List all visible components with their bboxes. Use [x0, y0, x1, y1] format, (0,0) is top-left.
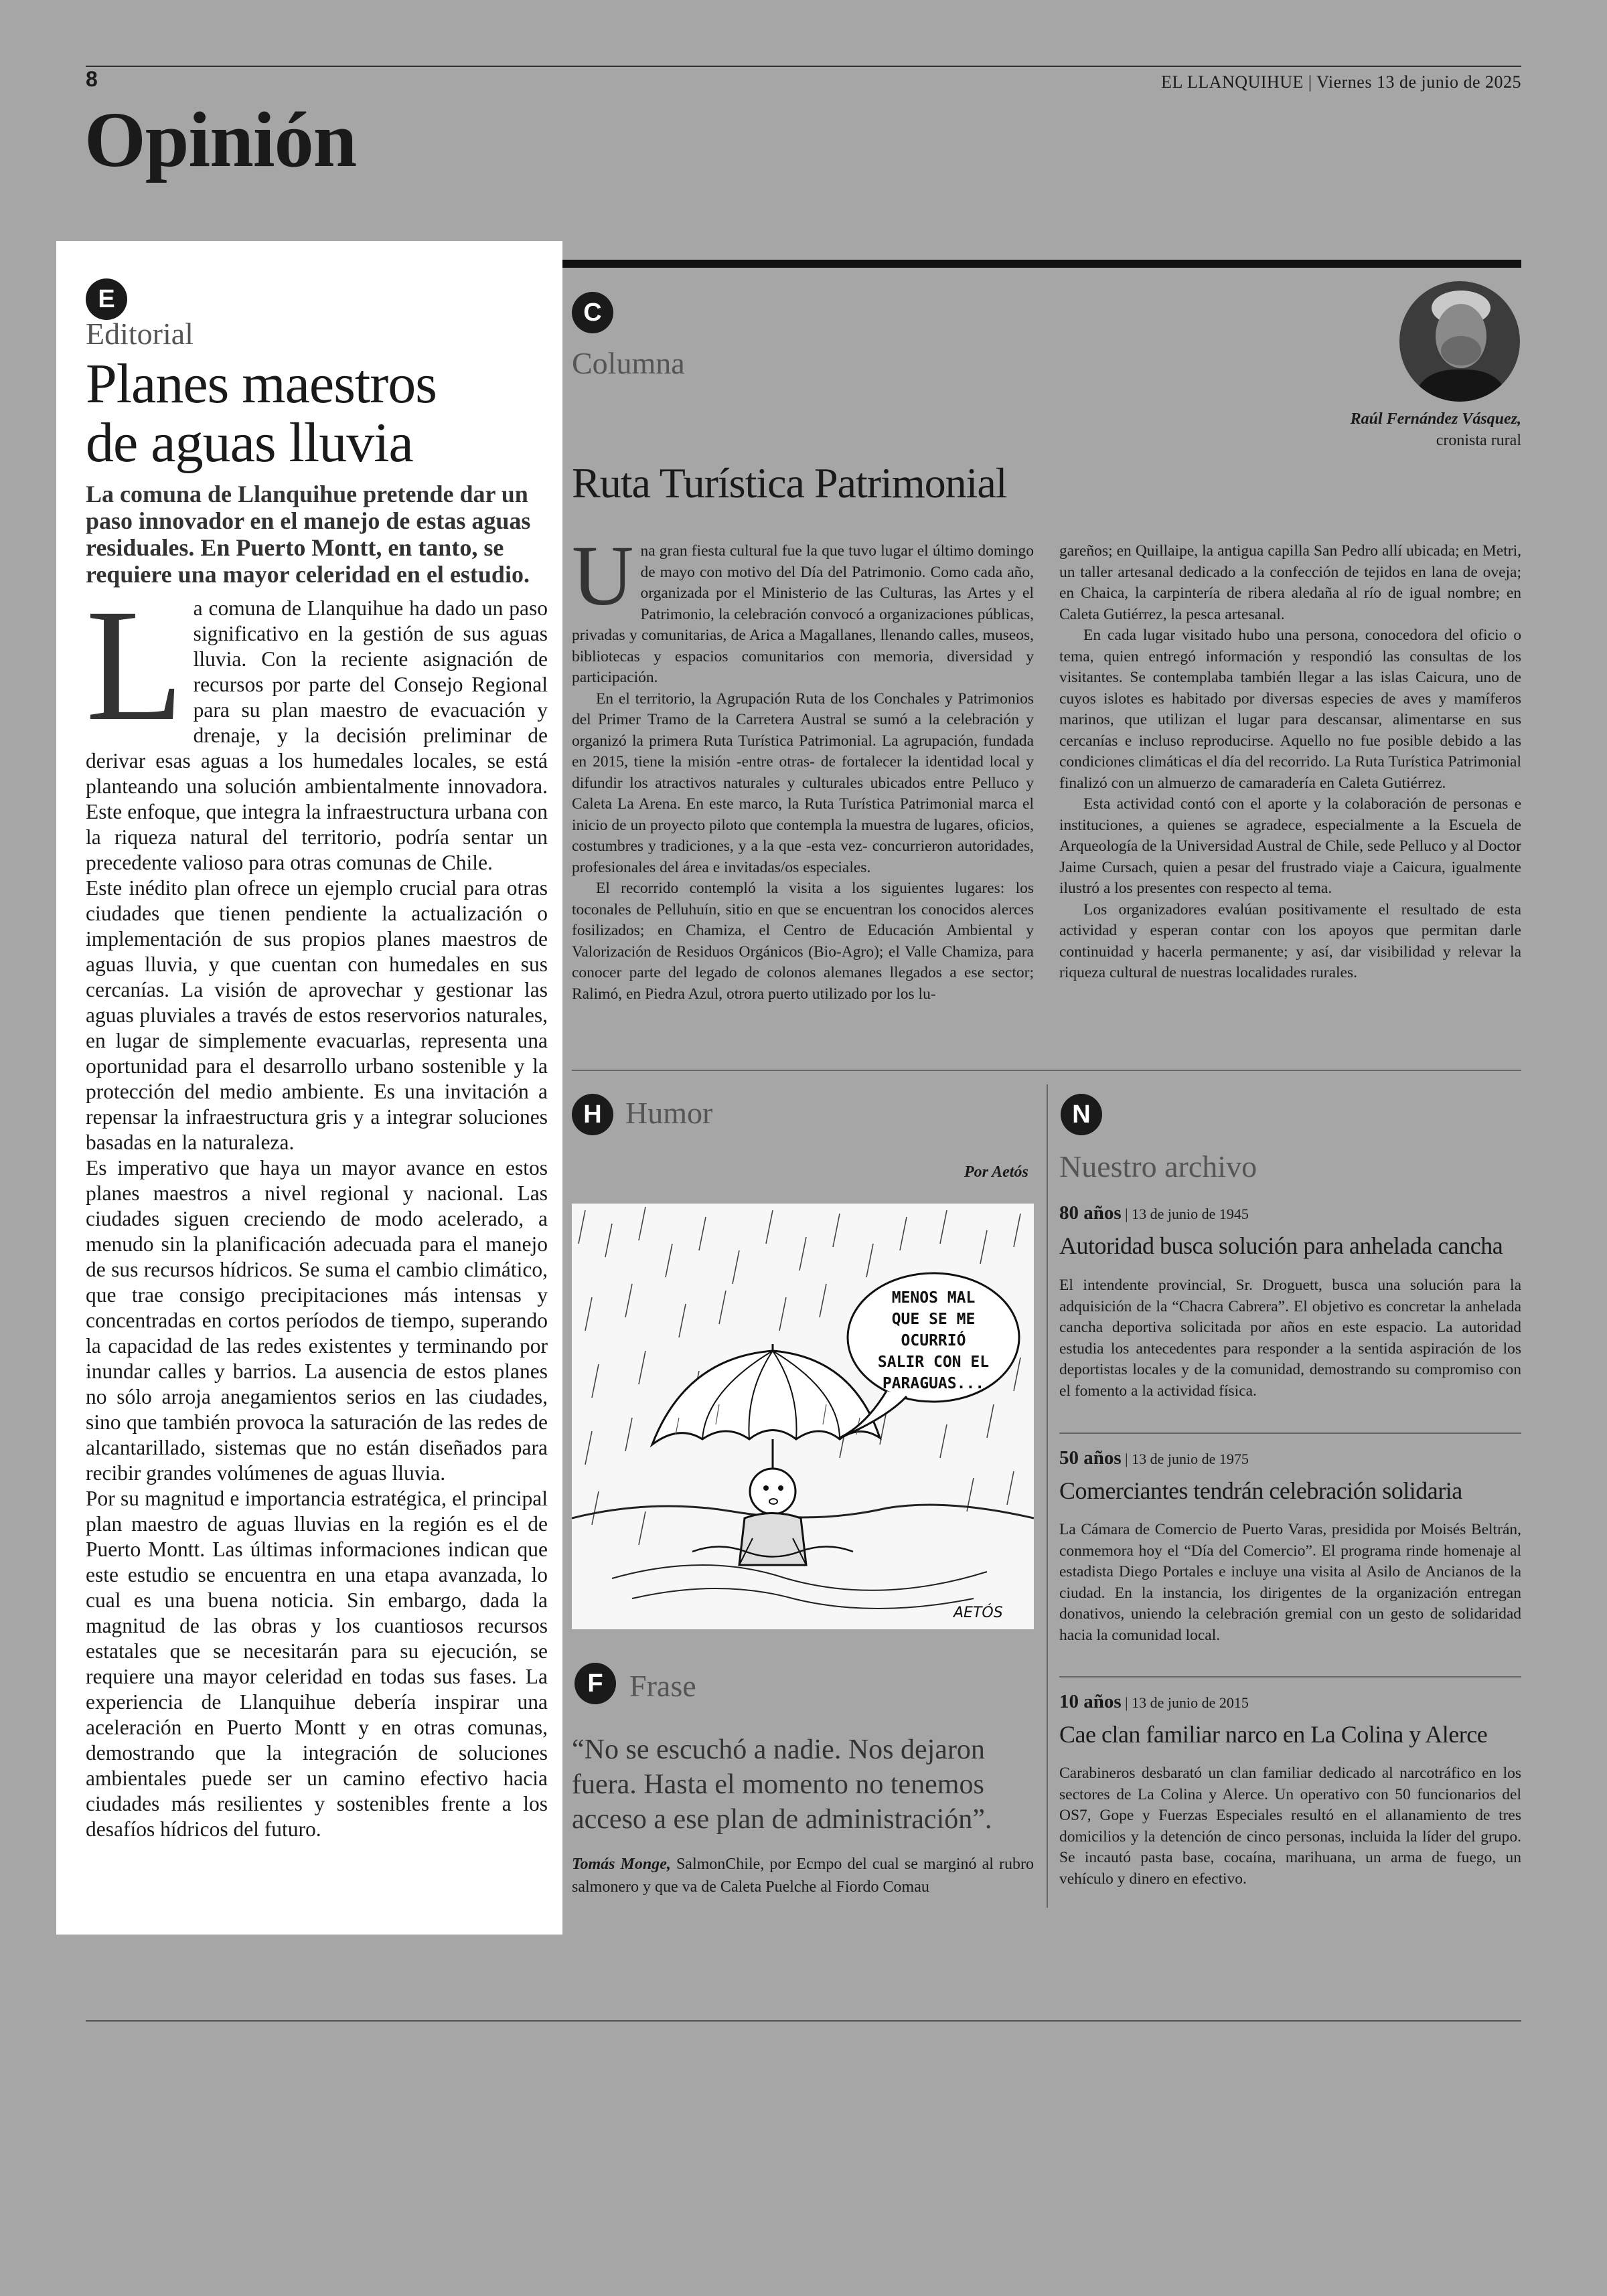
masthead: EL LLANQUIHUE | Viernes 13 de junio de 2025 [1161, 72, 1521, 92]
editorial-lead: La comuna de Llanquihue pretende dar un paso innovador en el manejo de estas aguas residuales. En Puerto Montt, en tanto, se requiere una mayor celeridad en el estudio. [86, 481, 531, 588]
editorial-dropcap: L [86, 576, 184, 754]
editorial-body [86, 576, 548, 1842]
column-dropcap: U [572, 528, 634, 623]
archive-item-3-years: 10 años [1059, 1691, 1122, 1712]
bubble-line-3: OCURRIÓ [901, 1332, 966, 1349]
column-title: Ruta Turística Patrimonial [572, 459, 1007, 507]
archive-item-1-date: | 13 de junio de 1945 [1121, 1206, 1249, 1222]
section-heavy-rule [562, 260, 1521, 268]
author-photo [1399, 281, 1520, 402]
column-paragraph-6: Esta actividad contó con el aporte y la colaboración de personas e instituciones, a quienes se agradece, especialmente a la Escuela de Arqueología de la Universidad Austral de Chile, sede Pelluco y al Doctor Jaime Cursach, quien a pesar del frustrado viaje a Caicura, igualmente ilustró a los presentes con respecto al tema. [1059, 795, 1521, 897]
frase-quote: “No se escuchó a nadie. Nos dejaron fuera. Hasta el momento no tenemos acceso a ese plan de administración”. [572, 1734, 992, 1835]
archive-item-1-years: 80 años [1059, 1202, 1122, 1224]
archive-item-2-years: 50 años [1059, 1447, 1122, 1469]
cartoon-signature: AETÓS [953, 1605, 1003, 1621]
bubble-line-2: QUE SE ME [891, 1311, 976, 1328]
archive-item-1-body: El intendente provincial, Sr. Droguett, busca una solución para la adquisición de la “Chacra Cabrera”. El objetivo es concretar la anhelada cancha deportiva solicitada por años en este espacio. La autoridad estudia los antecedentes para responder a la sentida aspiración de los deportistas locales y de la comunidad, demostrando su compromiso con el fomento a la actividad física. [1059, 1277, 1521, 1400]
editorial-paragraph-2: Este inédito plan ofrece un ejemplo crucial para otras ciudades que tienen pendiente la actualización o implementación de sus propios planes maestros de aguas lluvia, y que cuentan con humedales en sus cercanías. La visión de aprovechar y gestionar las aguas pluviales a través de estos reservorios naturales, en lugar de simplemente evacuarlas, representa una oportunidad para el desarrollo urbano sostenible y la protección del medio ambiente. Es una invitación a repensar la infraestructura gris y a integrar soluciones basadas en la naturaleza. [86, 876, 548, 1154]
humor-byline: Por Aetós [964, 1163, 1028, 1181]
archive-item-2-year [1059, 1447, 1249, 1469]
column-text-col2 [1059, 541, 1521, 984]
archive-item-3-body: Carabineros desbarató un clan familiar dedicado al narcotráfico en los sectores de La Colina y Alerce. Un operativo con 50 funcionarios del OS7, Gope y Fuerzas Especiales resultó en el allanamiento de tres domicilios y la detención de cinco personas, incluida la líder del grupo. Se incautó pasta base, cocaína, marihuana, un arma de fuego, un vehículo y dinero en efectivo. [1059, 1765, 1521, 1888]
bubble-line-5: PARAGUAS... [882, 1375, 985, 1392]
bottom-rule [86, 2020, 1521, 2022]
column-author [1351, 408, 1521, 451]
humor-kicker: Humor [625, 1096, 713, 1130]
archive-divider-1 [1059, 1432, 1521, 1434]
column-paragraph-4: gareños; en Quillaipe, la antigua capilla San Pedro allí ubicada; en Metri, un taller artesanal dedicado a la confección de tejidos en lana de oveja; en Chaica, la carpintería de ribera aledaña al río de igual nombre; en Caleta Gutiérrez, la pesca artesanal. [1059, 542, 1521, 623]
editorial-title-line1: Planes maestros [86, 353, 437, 415]
humor-cartoon [572, 1204, 1034, 1629]
editorial-paragraph-1: a comuna de Llanquihue ha dado un paso significativo en la gestión de sus aguas lluvia. Con la reciente asignación de recursos por parte del Consejo Regional para su plan maestro de evacuación y drenaje, y la decisión preliminar de derivar esas aguas a los humedales locales, se está planteando una solución ambientalmente innovadora. Este enfoque, que integra la infraestructura urbana con la riqueza natural del territorio, podría sentar un precedente valioso para otras comunas de Chile. [86, 596, 548, 874]
frase-attribution-name: Tomás Monge, [572, 1856, 671, 1873]
archive-item-2-body: La Cámara de Comercio de Puerto Varas, presidida por Moisés Beltrán, conmemora hoy el “Día del Comercio”. El programa rinde homenaje al estadista Diego Portales e incluye una visita al Asilo de Ancianos de la ciudad. En la instancia, los dirigentes de la organización entregan donativos, uniendo la celebración gremial con un gesto de solidaridad hacia la comunidad local. [1059, 1521, 1521, 1644]
editorial-kicker: Editorial [86, 317, 194, 351]
archive-kicker: Nuestro archivo [1059, 1149, 1257, 1183]
column-badge: C [572, 292, 613, 333]
editorial-paragraph-4: Por su magnitud e importancia estratégica, el principal plan maestro de aguas lluvias en la región es el de Puerto Montt. Las últimas informaciones indican que este estudio se encuentra en una etapa avanzada, lo cual es una buena noticia. Sin embargo, dada la magnitud de las obras y los cuantiosos recursos estatales que se necesitarán para su ejecución, se requiere una mayor celeridad en todas sus fases. La experiencia de Llanquihue debería inspirar una aceleración en Puerto Montt y en otras comunas, demostrando que la integración de soluciones ambientales puede ser un camino efectivo hacia ciudades más resilientes y sostenibles frente a los desafíos hídricos del futuro. [86, 1487, 548, 1841]
column-text-col1 [572, 528, 1034, 1005]
frase-attribution-text: SalmonChile, por Ecmpo del cual se marginó al rubro salmonero y que va de Caleta Puelche al Fiordo Comau [572, 1856, 1034, 1896]
archive-item-2-date: | 13 de junio de 1975 [1121, 1451, 1249, 1467]
editorial-paragraph-3: Es imperativo que haya un mayor avance en estos planes maestros a nivel regional y nacional. Las ciudades siguen creciendo de modo acelerado, a menudo sin la planificación adecuada para el manejo de sus recursos hídricos. Se suma el cambio climático, que trae consigo precipitaciones más intensas y concentradas en cortos períodos de tiempo, superando la capacidad de las redes existentes y terminando por inundar calles y barrios. La ausencia de estos planes no sólo arroja anegamientos serios en las ciudades, sino que también provoca la saturación de las redes de alcantarillado, sistemas que no están diseñados para recibir grandes volúmenes de aguas lluvia. [86, 1156, 548, 1485]
column-paragraph-2: En el territorio, la Agrupación Ruta de los Conchales y Patrimonios del Primer Tramo de la Carretera Austral se sumó a la celebración y organizó la primera Ruta Turística Patrimonial. La agrupación, fundada en 2015, tiene la misión -entre otras- de fortalecer la identidad local y difundir los atractivos naturales y culturales ubicados entre Pelluco y Caleta La Arena. En este marco, la Ruta Turística Patrimonial marca el inicio de un proyecto piloto que contempla la muestra de lugares, oficios, costumbres y tradiciones, y a la que -esta vez- concurrieron autoridades, profesionales del área e invitadas/os especiales. [572, 689, 1034, 876]
page-number: 8 [86, 67, 98, 91]
top-rule [86, 66, 1521, 67]
bubble-line-1: MENOS MAL [891, 1289, 976, 1307]
archive-item-3-date: | 13 de junio de 2015 [1121, 1694, 1249, 1711]
bubble-line-4: SALIR CON EL [877, 1354, 990, 1371]
vertical-divider [1047, 1084, 1048, 1908]
archive-divider-2 [1059, 1676, 1521, 1677]
column-paragraph-3: El recorrido contempló la visita a los siguientes lugares: los toconales de Pelluhuín, sitio en que se encuentran los conocidos alerces fosilizados; en Chamiza, el Centro de Educación Ambiental y Valorización de Residuos Orgánicos (Bio-Agro); el Valle Chamiza, para conocer parte del legado de colonos alemanes llegados a ese sector; Ralimó, en Piedra Azul, otrora puerto utilizado por los lu- [572, 880, 1034, 1003]
cartoon-drawing [572, 1204, 1034, 1629]
archive-item-3-headline: Cae clan familiar narco en La Colina y Alerce [1059, 1721, 1488, 1748]
column-paragraph-1: na gran fiesta cultural fue la que tuvo lugar el último domingo de mayo con motivo del Día del Patrimonio. Como cada año, organizada por el Ministerio de las Culturas, las Artes y el Patrimonio, la celebración convocó a organizaciones públicas, privadas y comunitarias, de Arica a Magallanes, llenando calles, museos, bibliotecas y espacios comunitarios con memoria, diversidad y participación. [572, 542, 1034, 686]
archive-item-3-year [1059, 1691, 1249, 1713]
column-author-name: Raúl Fernández Vásquez, [1350, 410, 1521, 428]
column-kicker: Columna [572, 346, 685, 380]
frase-badge: F [575, 1663, 616, 1704]
column-author-role: cronista rural [1436, 432, 1521, 449]
column-bottom-rule [572, 1070, 1521, 1071]
archive-item-1-headline: Autoridad busca solución para anhelada cancha [1059, 1232, 1503, 1259]
column-paragraph-7: Los organizadores evalúan positivamente el resultado de esta actividad y esperan contar con los apoyos que permitan darle continuidad y hacerla permanente; y así, dar visibilidad y relevar la riqueza cultural de nuestras localidades rurales. [1059, 900, 1521, 981]
section-title: Opinión [84, 96, 357, 183]
archive-item-2-headline: Comerciantes tendrán celebración solidaria [1059, 1477, 1462, 1504]
editorial-title-line2: de aguas lluvia [86, 412, 413, 474]
frase-attribution [572, 1853, 1034, 1898]
editorial-title [86, 355, 554, 473]
editorial-badge: E [86, 278, 127, 320]
archive-badge: N [1061, 1094, 1102, 1135]
frase-kicker: Frase [629, 1669, 696, 1703]
column-paragraph-5: En cada lugar visitado hubo una persona, conocedora del oficio o tema, quien entregó información y respondió las consultas de los visitantes. Se contemplaba también llegar a las islas Caicura, uno de cuyos islotes es habitado por diversas especies de aves y mamíferos marinos, que utilizan el lugar para descansar, alimentarse en sus cercanías e incluso reproducirse. Aquello no fue posible debido a las condiciones climáticas el día del recorrido. La Ruta Turística Patrimonial finalizó con un almuerzo de camaradería en Caleta Gutiérrez. [1059, 627, 1521, 792]
archive-item-1-year [1059, 1202, 1249, 1224]
humor-badge: H [572, 1094, 613, 1135]
